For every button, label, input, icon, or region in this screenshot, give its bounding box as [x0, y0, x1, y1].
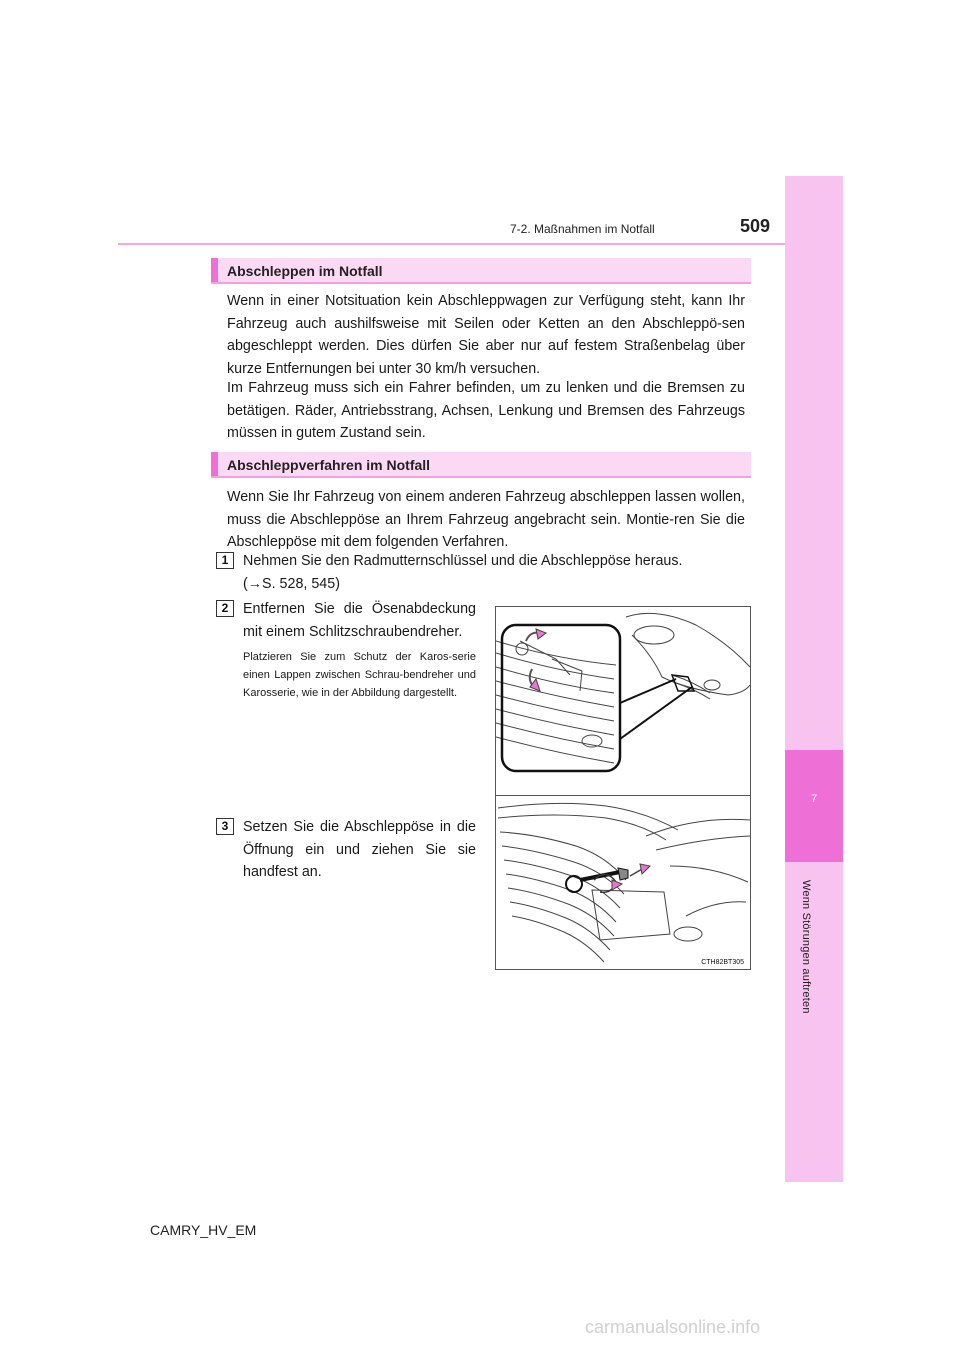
page-reference: (→S. 528, 545) — [243, 575, 340, 592]
step-2-note: Platzieren Sie zum Schutz der Karos-serie einen Lappen zwischen Schrau-bendreher und Karosserie, wie in der Abbildung dargestellt. — [243, 651, 476, 699]
section-heading-towing-procedure: Abschleppverfahren im Notfall — [211, 452, 751, 478]
chapter-number: 7 — [810, 793, 818, 805]
paragraph-emergency-towing: Wenn in einer Notsituation kein Abschleppwagen zur Verfügung steht, kann Ihr Fahrzeug auch aushilfsweise mit Seilen oder Ketten an den Abschleppö-sen abgeschleppt werden. Dies dürfen Sie aber nur auf festem Straßenbelag über kurze Entfernungen bei unter 30 km/h versuchen. — [227, 293, 745, 377]
tow-hook-cover-removal-illustration — [496, 607, 751, 807]
paragraph-driver-requirement: Im Fahrzeug muss sich ein Fahrer befinden, um zu lenken und die Bremsen zu betätigen. Räder, Antriebsstrang, Achsen, Lenkung und Bremsen des Fahrzeugs müssen in gutem Zustand sein. — [227, 380, 745, 441]
paragraph-procedure-intro: Wenn Sie Ihr Fahrzeug von einem anderen Fahrzeug abschleppen lassen wollen, muss die Abschleppöse an Ihrem Fahrzeug angebracht sein. Montie-ren Sie die Abschleppöse mit dem folgenden Verfahren. — [227, 489, 745, 550]
chapter-side-label: Wenn Störungen auftreten — [800, 880, 812, 1014]
tow-eye-installation-illustration — [496, 796, 751, 970]
model-code-footer: CAMRY_HV_EM — [150, 1222, 257, 1238]
step-3-text: Setzen Sie die Abschleppöse in die Öffnung ein und ziehen Sie sie handfest an. — [243, 819, 476, 880]
step-number-3: 3 — [216, 818, 234, 835]
figure-tow-eye-installation — [495, 795, 751, 970]
section-heading-emergency-towing: Abschleppen im Notfall — [211, 258, 751, 284]
chapter-side-tab-active — [785, 750, 843, 862]
step-2-text: Entfernen Sie die Ösenabdeckung mit einem Schlitzschraubendreher. — [243, 601, 476, 640]
chapter-title: 7-2. Maßnahmen im Notfall — [510, 222, 655, 236]
watermark: carmanualsonline.info — [585, 1317, 761, 1337]
step-number-2: 2 — [216, 600, 234, 617]
step-1-text: Nehmen Sie den Radmutternschlüssel und die Abschleppöse heraus. (→S. 528, 545) — [243, 553, 683, 592]
header-rule — [118, 243, 785, 245]
page-number: 509 — [740, 216, 771, 236]
figure-cover-removal — [495, 606, 751, 807]
step-number-1: 1 — [216, 552, 234, 569]
figure-code: CTH82BT305 — [701, 959, 744, 966]
